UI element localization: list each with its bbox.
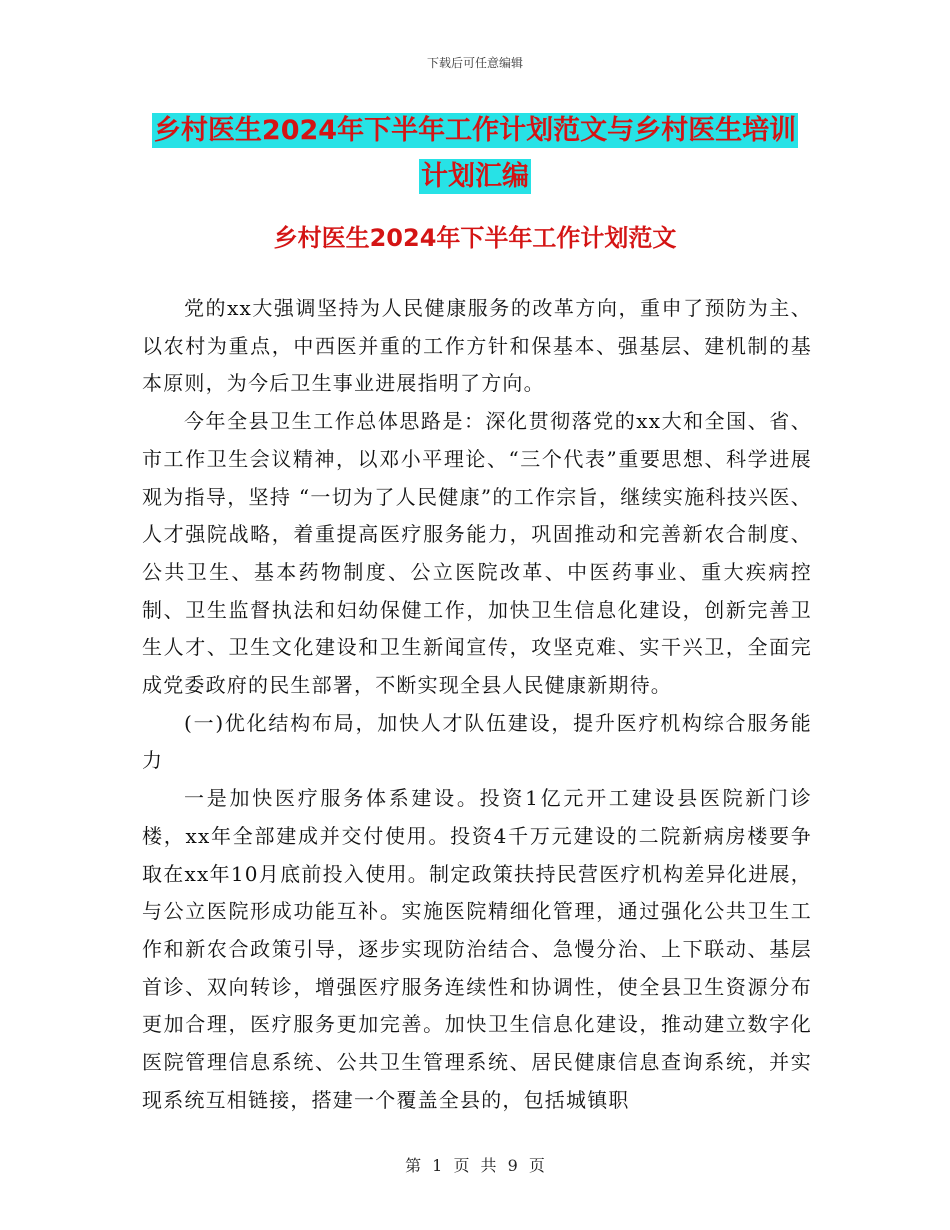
document-body [142, 290, 812, 1119]
paragraph: 今年全县卫生工作总体思路是：深化贯彻落党的xx大和全国、省、市工作卫生会议精神，以邓小平理论、“三个代表”重要思想、科学进展观为指导，坚持 “一切为了人民健康”的工作宗旨，继续实施科技兴医、人才强院战略，着重提高医疗服务能力，巩固推动和完善新农合制度、公共卫生、基本药物制度、公立医院改革、中医药事业、重大疾病控制、卫生监督执法和妇幼保健工作，加快卫生信息化建设，创新完善卫生人才、卫生文化建设和卫生新闻宣传，攻坚克难、实干兴卫，全面完成党委政府的民生部署，不断实现全县人民健康新期待。 [142, 409, 812, 698]
document-title-line-1: 乡村医生2024年下半年工作计划范文与乡村医生培训 [153, 115, 797, 146]
document-title [0, 108, 950, 200]
document-title-line-2: 计划汇编 [421, 161, 529, 192]
header-note: 下载后可任意编辑 [426, 56, 523, 70]
paragraph: (一)优化结构布局，加快人才队伍建设，提升医疗机构综合服务能力 [142, 710, 812, 773]
paragraph: 党的xx大强调坚持为人民健康服务的改革方向，重申了预防为主、以农村为重点，中西医并重的工作方针和保基本、强基层、建机制的基本原则，为今后卫生事业进展指明了方向。 [142, 296, 812, 396]
section-title: 乡村医生2024年下半年工作计划范文 [273, 224, 677, 252]
page-footer: 第 1 页 共 9 页 [405, 1156, 545, 1175]
paragraph: 一是加快医疗服务体系建设。投资1亿元开工建设县医院新门诊楼，xx年全部建成并交付使用。投资4千万元建设的二院新病房楼要争取在xx年10月底前投入使用。制定政策扶持民营医疗机构差异化进展，与公立医院形成功能互补。实施医院精细化管理，通过强化公共卫生工作和新农合政策引导，逐步实现防治结合、急慢分治、上下联动、基层首诊、双向转诊，增强医疗服务连续性和协调性，使全县卫生资源分布更加合理，医疗服务更加完善。加快卫生信息化建设，推动建立数字化医院管理信息系统、公共卫生管理系统、居民健康信息查询系统，并实现系统互相链接，搭建一个覆盖全县的，包括城镇职 [142, 786, 812, 1112]
